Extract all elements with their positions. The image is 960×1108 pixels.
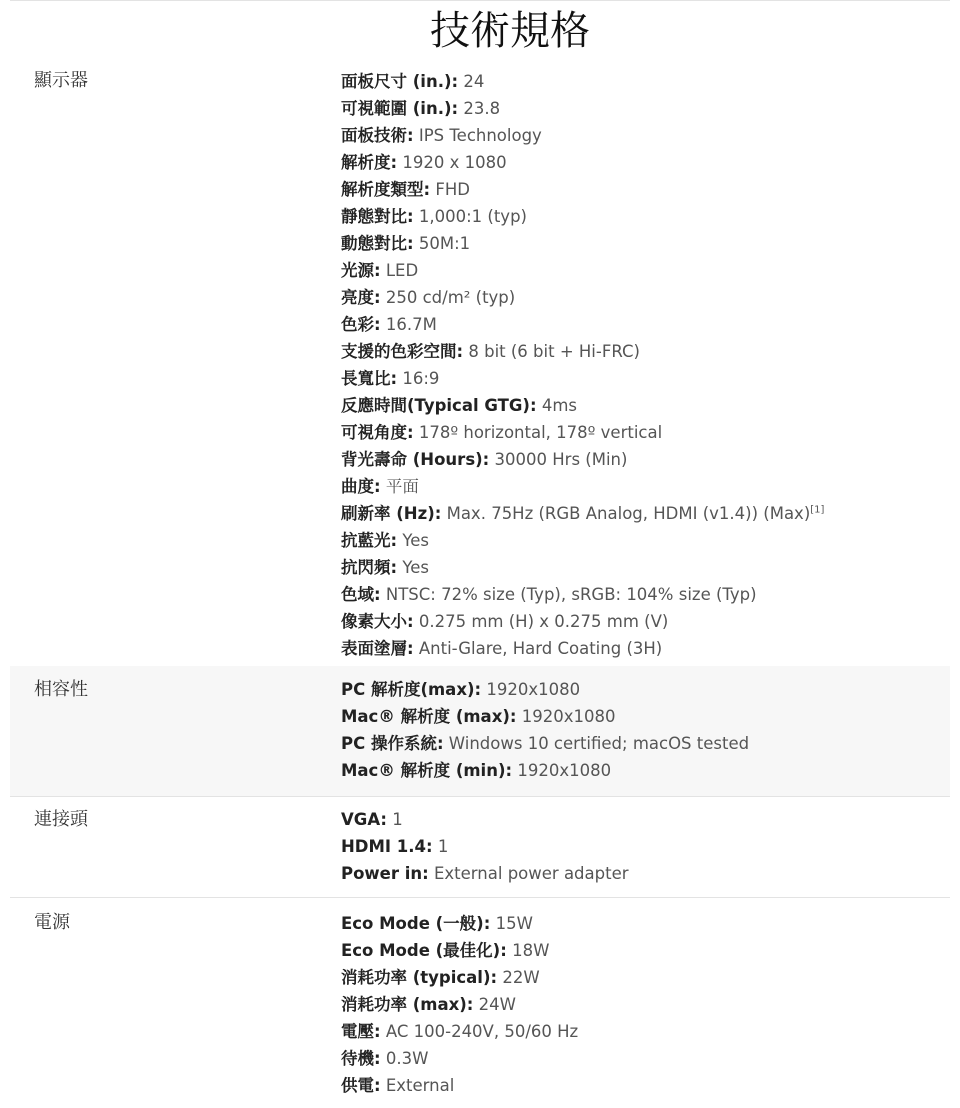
spec-row [341,806,629,833]
spec-value: 250 cd/m² (typ) [380,288,516,307]
spec-list [341,68,824,662]
spec-row [341,730,749,757]
spec-row [341,964,578,991]
spec-key: Eco Mode (最佳化): [341,941,507,960]
spec-value: 178º horizontal, 178º vertical [413,423,663,442]
spec-key: 亮度: [341,288,381,307]
spec-value: 4ms [536,396,577,415]
spec-value: 50M:1 [413,234,471,253]
spec-value: 1 [387,810,403,829]
spec-value: NTSC: 72% size (Typ), sRGB: 104% size (Typ) [380,585,757,604]
spec-value: 18W [506,941,550,960]
spec-row [341,311,824,338]
spec-row [341,338,824,365]
spec-key: 背光壽命 (Hours): [341,450,490,469]
spec-value: Yes [397,531,429,550]
spec-key: PC 操作系統: [341,734,444,753]
spec-row [341,833,629,860]
spec-row [341,176,824,203]
spec-key: 表面塗層: [341,639,414,658]
spec-key: 光源: [341,261,381,280]
spec-row [341,1072,578,1099]
section-label: 電源 [34,912,70,933]
spec-value: 0.275 mm (H) x 0.275 mm (V) [413,612,669,631]
section-label: 相容性 [34,679,88,700]
spec-value: Max. 75Hz (RGB Analog, HDMI (v1.4)) (Max) [441,504,811,523]
spec-key: HDMI 1.4: [341,837,433,856]
spec-key: 色域: [341,585,381,604]
section-connectors [10,797,950,898]
footnote-reference[interactable]: [1] [810,504,825,516]
spec-row [341,122,824,149]
spec-row [341,608,824,635]
spec-key: 供電: [341,1076,381,1095]
spec-key: 曲度: [341,477,381,496]
spec-value: AC 100-240V, 50/60 Hz [380,1022,579,1041]
spec-key: 可視範圍 (in.): [341,99,459,118]
spec-row [341,635,824,662]
spec-value: 22W [497,968,540,987]
spec-key: Mac® 解析度 (min): [341,761,513,780]
spec-value: 1920 x 1080 [397,153,507,172]
spec-row [341,860,629,887]
spec-row [341,500,824,527]
spec-row [341,68,824,95]
spec-row [341,991,578,1018]
spec-key: Eco Mode (一般): [341,914,491,933]
spec-value: 23.8 [458,99,501,118]
spec-key: 面板尺寸 (in.): [341,72,459,91]
spec-key: 反應時間(Typical GTG): [341,396,537,415]
spec-key: 解析度: [341,153,398,172]
spec-value: 30000 Hrs (Min) [489,450,628,469]
spec-key: 待機: [341,1049,381,1068]
spec-value: 24 [458,72,485,91]
spec-row [341,473,824,500]
spec-row [341,284,824,311]
spec-row [341,527,824,554]
spec-value: External [380,1076,455,1095]
spec-value: 16:9 [397,369,440,388]
spec-key: 消耗功率 (typical): [341,968,498,987]
spec-row [341,937,578,964]
section-compatibility [10,666,950,797]
spec-key: 消耗功率 (max): [341,995,474,1014]
spec-list [341,910,578,1099]
spec-key: Mac® 解析度 (max): [341,707,517,726]
spec-value: 16.7M [380,315,437,334]
spec-value: 1 [432,837,449,856]
spec-list [341,806,629,887]
spec-row [341,419,824,446]
spec-row [341,757,749,784]
spec-key: 靜態對比: [341,207,414,226]
spec-key: 解析度類型: [341,180,431,199]
spec-key: 抗閃頻: [341,558,398,577]
spec-key: 像素大小: [341,612,414,631]
page-title: 技術規格 [430,8,590,54]
spec-key: Power in: [341,864,429,883]
spec-row [341,676,749,703]
spec-value: 24W [473,995,516,1014]
spec-row [341,446,824,473]
spec-row [341,910,578,937]
spec-row [341,257,824,284]
spec-value: 1920x1080 [481,680,581,699]
spec-row [341,149,824,176]
spec-value: LED [380,261,419,280]
spec-row [341,203,824,230]
spec-key: 動態對比: [341,234,414,253]
spec-key: 色彩: [341,315,381,334]
spec-row [341,1045,578,1072]
spec-value: Windows 10 certified; macOS tested [443,734,750,753]
spec-value: 0.3W [380,1049,429,1068]
spec-key: 抗藍光: [341,531,398,550]
spec-value: Yes [397,558,429,577]
spec-row [341,1018,578,1045]
spec-value: 1920x1080 [512,761,612,780]
spec-key: 刷新率 (Hz): [341,504,442,523]
spec-value: IPS Technology [413,126,542,145]
spec-value: 1920x1080 [516,707,616,726]
spec-key: 長寬比: [341,369,398,388]
spec-value: External power adapter [428,864,629,883]
spec-list [341,676,749,784]
section-label: 連接頭 [34,809,88,830]
spec-key: 可視角度: [341,423,414,442]
spec-value: Anti-Glare, Hard Coating (3H) [413,639,663,658]
spec-key: 支援的色彩空間: [341,342,464,361]
section-power [10,898,950,1098]
spec-value: FHD [430,180,470,199]
spec-key: VGA: [341,810,387,829]
spec-key: 面板技術: [341,126,414,145]
spec-row [341,365,824,392]
spec-row [341,581,824,608]
spec-value: 平面 [380,477,419,496]
spec-value: 8 bit (6 bit + Hi-FRC) [463,342,640,361]
spec-key: 電壓: [341,1022,381,1041]
spec-value: 1,000:1 (typ) [413,207,527,226]
spec-row [341,554,824,581]
spec-row [341,703,749,730]
spec-key: PC 解析度(max): [341,680,482,699]
spec-value: 15W [490,914,533,933]
spec-row [341,95,824,122]
spec-row [341,392,824,419]
section-label: 顯示器 [34,70,88,91]
spec-row [341,230,824,257]
